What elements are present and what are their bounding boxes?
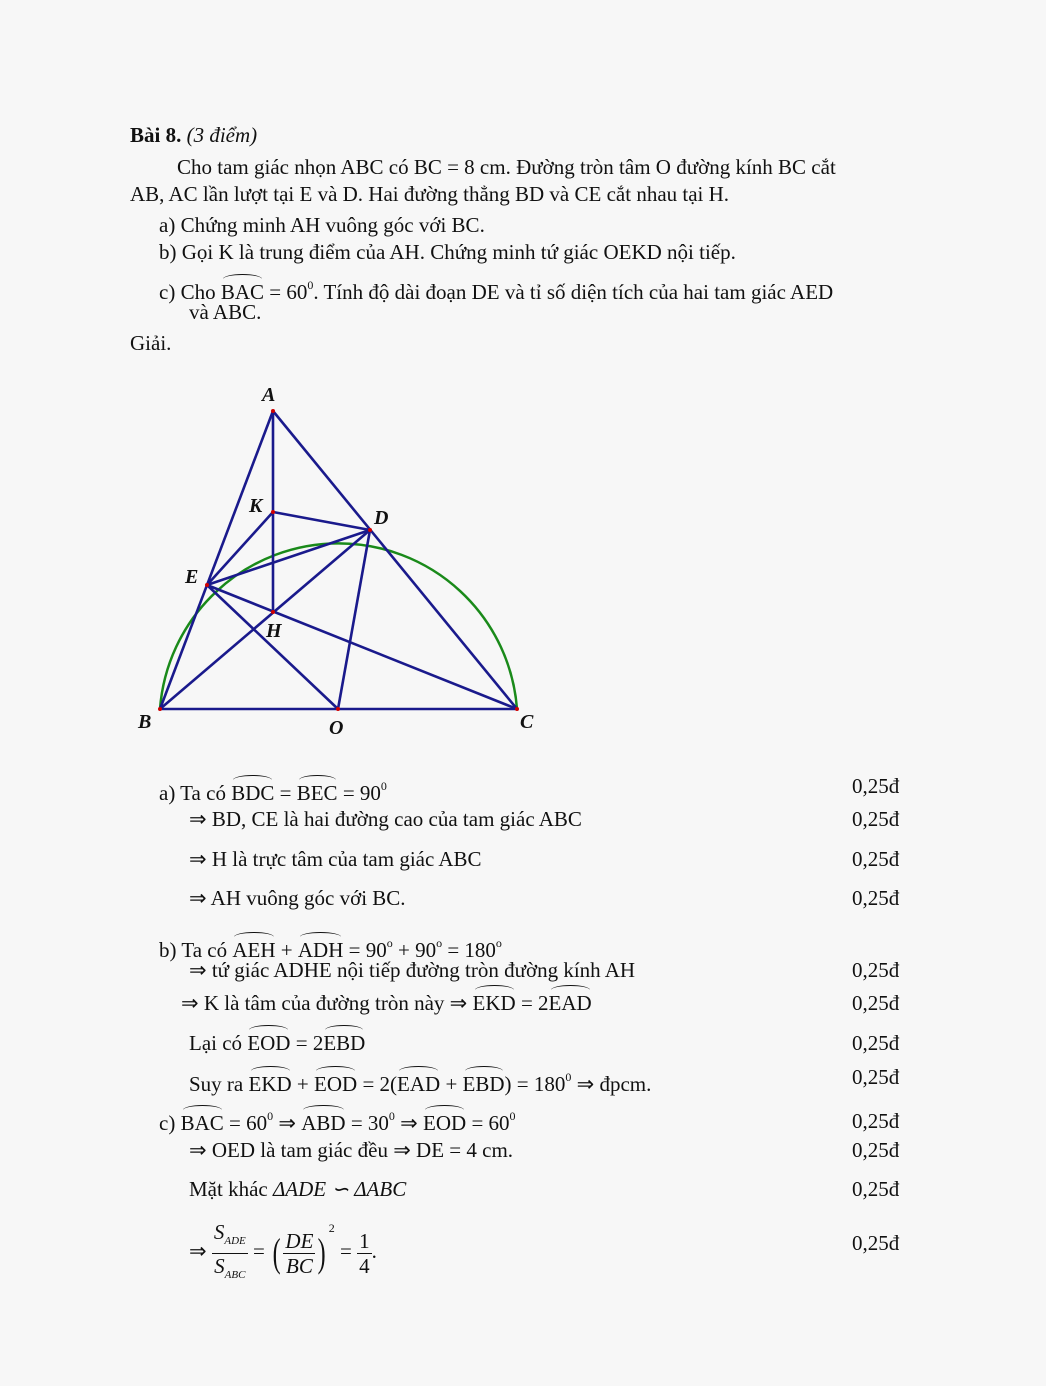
text-segment: = 90: [337, 781, 381, 805]
s-symbol: S: [214, 1253, 225, 1278]
text-segment: = 60: [223, 1111, 268, 1135]
superscript: o: [436, 936, 443, 950]
superscript: 0: [380, 779, 387, 793]
superscript: 0: [307, 278, 314, 292]
solution-label: Giải.: [130, 331, 172, 355]
angle-notation: EOD: [247, 1031, 291, 1055]
text-segment: Lại có: [189, 1031, 248, 1055]
text-segment: ⇒: [273, 1111, 302, 1135]
segment-AB: [160, 411, 273, 709]
denominator-4: 4: [359, 1253, 370, 1278]
label-H: H: [266, 620, 282, 642]
score-label: 0,25đ: [852, 1138, 900, 1162]
label-K: K: [249, 495, 263, 517]
title-points: (3 điểm): [186, 123, 258, 147]
text-segment: = 2: [515, 991, 549, 1015]
solution-line: [189, 1064, 651, 1097]
text-segment: a) Ta có: [159, 781, 232, 805]
period: .: [371, 1239, 377, 1263]
segment-EC: [207, 585, 517, 709]
score-label: 0,25đ: [852, 886, 900, 910]
solution-line: [159, 773, 387, 806]
side-fraction: [283, 1229, 315, 1278]
text-segment: ) = 180: [504, 1072, 566, 1096]
numerator-de: DE: [285, 1228, 314, 1253]
segment-KD: [273, 512, 370, 530]
score-label: 0,25đ: [852, 958, 900, 982]
score-label: 0,25đ: [852, 1231, 900, 1255]
score-label: 0,25đ: [852, 847, 900, 871]
text-segment: . Tính độ dài đoạn DE và tỉ số diện tích của hai tam giác AED: [313, 280, 834, 304]
text-segment: = 60: [466, 1111, 510, 1135]
italic-math: ΔADE ∽ ΔABC: [272, 1177, 407, 1201]
text-segment: = 90: [343, 938, 387, 962]
equals: =: [340, 1239, 352, 1263]
question-a: a) Chứng minh AH vuông góc với BC.: [159, 213, 485, 237]
angle-notation: EBD: [462, 1072, 505, 1096]
question-b: b) Gọi K là trung điểm của AH. Chứng minh tứ giác OEKD nội tiếp.: [159, 240, 736, 264]
point-D: [368, 528, 372, 532]
point-B: [158, 707, 162, 711]
segment-AC: [273, 411, 517, 709]
angle-notation: EOD: [423, 1111, 467, 1135]
angle-notation: EBD: [323, 1031, 366, 1055]
segment-OD: [338, 530, 370, 709]
text-segment: ⇒: [394, 1111, 424, 1135]
angle-notation: ABD: [301, 1111, 346, 1135]
angle-notation: EAD: [397, 1072, 441, 1096]
implies-symbol: ⇒: [189, 1239, 207, 1263]
text-segment: c): [159, 1111, 181, 1135]
solution-line: [189, 806, 582, 832]
label-C: C: [520, 711, 534, 733]
angle-notation: EKD: [248, 1072, 292, 1096]
result-fraction: [357, 1229, 372, 1278]
solution-line: [189, 1176, 406, 1202]
point-E: [205, 583, 209, 587]
angle-notation: BAC: [180, 1111, 224, 1135]
paren-left: (: [272, 1230, 281, 1276]
text-segment: = 30: [345, 1111, 389, 1135]
text-segment: Mặt khác: [189, 1177, 273, 1201]
text-segment: ⇒ AH vuông góc với BC.: [189, 886, 406, 910]
superscript: 0: [565, 1070, 572, 1084]
solution-line: [181, 990, 592, 1016]
score-label: 0,25đ: [852, 774, 900, 798]
point-O: [336, 707, 340, 711]
angle-notation: EOD: [314, 1072, 358, 1096]
solution-line: [189, 1137, 513, 1163]
intro-line-2: AB, AC lần lượt tại E và D. Hai đường thẳng BD và CE cắt nhau tại H.: [130, 182, 730, 206]
text-segment: = 2: [290, 1031, 324, 1055]
angle-notation: BAC: [220, 280, 265, 304]
superscript: o: [495, 936, 502, 950]
text-segment: +: [275, 938, 298, 962]
text-segment: ⇒ OED là tam giác đều ⇒ DE = 4 cm.: [189, 1138, 514, 1162]
solution-line: [189, 957, 635, 983]
text-segment: ⇒ H là trực tâm của tam giác ABC: [189, 847, 482, 871]
area-fraction: [212, 1220, 248, 1287]
text-segment: +: [291, 1072, 315, 1096]
point-A: [271, 409, 275, 413]
angle-notation: BDC: [231, 781, 275, 805]
exponent-2: 2: [328, 1221, 335, 1235]
text-segment: Suy ra: [189, 1072, 249, 1096]
text-segment: ⇒ đpcm.: [571, 1072, 652, 1096]
text-segment: = 60: [264, 280, 308, 304]
text-segment: ⇒ K là tâm của đường tròn này ⇒: [181, 991, 473, 1015]
text-segment: b) Ta có: [159, 938, 233, 962]
point-H: [271, 610, 275, 614]
label-B: B: [138, 711, 152, 733]
angle-notation: AEH: [232, 938, 276, 962]
score-label: 0,25đ: [852, 991, 900, 1015]
numerator-1: 1: [359, 1228, 370, 1253]
label-O: O: [329, 717, 344, 739]
title-bold: Bài 8.: [130, 123, 182, 147]
angle-notation: BEC: [296, 781, 338, 805]
subscript-ade: ADE: [224, 1234, 246, 1247]
text-segment: = 2(: [357, 1072, 398, 1096]
solution-line: [189, 885, 406, 911]
solution-line: [159, 1103, 516, 1136]
angle-notation: EKD: [472, 991, 516, 1015]
label-A: A: [262, 384, 276, 406]
score-label: 0,25đ: [852, 1177, 900, 1201]
text-segment: ⇒ tứ giác ADHE nội tiếp đường tròn đường kính AH: [189, 958, 636, 982]
denominator-bc: BC: [286, 1253, 313, 1278]
subscript-abc: ABC: [224, 1268, 246, 1281]
text-segment: +: [440, 1072, 463, 1096]
text-segment: = 180: [442, 938, 496, 962]
question-c-cont: và ABC.: [189, 300, 262, 324]
text-segment: =: [274, 781, 297, 805]
text-segment: + 90: [392, 938, 437, 962]
paren-right: ): [318, 1230, 327, 1276]
text-segment: ⇒ BD, CE là hai đường cao của tam giác ABC: [189, 807, 582, 831]
text-segment: c) Cho: [159, 280, 221, 304]
point-K: [271, 510, 275, 514]
score-label: 0,25đ: [852, 807, 900, 831]
label-D: D: [374, 507, 389, 529]
solution-line: [189, 846, 482, 872]
point-C: [515, 707, 519, 711]
score-label: 0,25đ: [852, 1031, 900, 1055]
score-label: 0,25đ: [852, 1109, 900, 1133]
intro-line-1: Cho tam giác nhọn ABC có BC = 8 cm. Đường tròn tâm O đường kính BC cắt: [177, 155, 836, 179]
superscript: 0: [509, 1109, 516, 1123]
s-symbol: S: [213, 1219, 225, 1244]
solution-line: [189, 1030, 365, 1056]
angle-notation: EAD: [548, 991, 592, 1015]
superscript: o: [386, 936, 393, 950]
score-label: 0,25đ: [852, 1065, 900, 1089]
superscript: 0: [267, 1109, 274, 1123]
area-ratio-line: [189, 1215, 377, 1287]
figure-segments: [160, 411, 517, 709]
equals: =: [253, 1239, 265, 1263]
angle-notation: ADH: [297, 938, 344, 962]
label-E: E: [185, 566, 199, 588]
superscript: 0: [388, 1109, 395, 1123]
